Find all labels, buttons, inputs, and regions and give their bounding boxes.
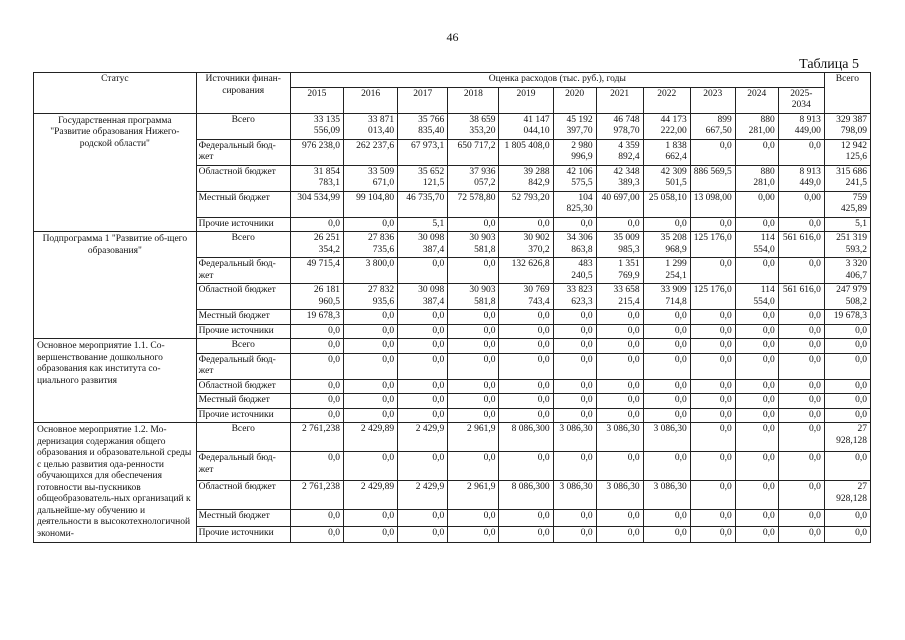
cell-value: 0,0: [448, 339, 499, 354]
cell-value: 0,0: [690, 452, 735, 481]
header-year: 2019: [499, 87, 553, 113]
cell-value: 0,0: [643, 408, 690, 423]
cell-value: 3 086,30: [553, 423, 596, 452]
cell-value: 125 176,0: [690, 232, 735, 258]
cell-value: 30 769 743,4: [499, 284, 553, 310]
cell-total: 0,0: [824, 510, 870, 526]
cell-value: 41 147 044,10: [499, 113, 553, 139]
cell-value: 0,0: [735, 217, 778, 232]
cell-value: 0,0: [290, 353, 343, 379]
cell-total: 0,0: [824, 394, 870, 409]
cell-value: 0,0: [343, 408, 397, 423]
cell-value: 0,0: [499, 394, 553, 409]
cell-value: 99 104,80: [343, 191, 397, 217]
cell-value: 0,0: [690, 217, 735, 232]
cell-value: 8 913 449,00: [778, 113, 824, 139]
cell-value: 0,0: [343, 310, 397, 325]
cell-value: 0,0: [690, 510, 735, 526]
cell-value: 0,0: [778, 258, 824, 284]
cell-value: 42 309 501,5: [643, 165, 690, 191]
cell-value: 0,0: [735, 452, 778, 481]
cell-value: 0,0: [499, 310, 553, 325]
cell-value: 2 761,238: [290, 481, 343, 510]
cell-value: 886 569,5: [690, 165, 735, 191]
cell-total: 27 928,128: [824, 423, 870, 452]
cell-value: 1 351 769,9: [596, 258, 643, 284]
cell-value: 0,0: [290, 217, 343, 232]
cell-value: 0,0: [735, 510, 778, 526]
header-total: Всего: [824, 73, 870, 114]
cell-value: 0,0: [778, 408, 824, 423]
cell-value: 52 793,20: [499, 191, 553, 217]
cell-value: 30 098 387,4: [398, 232, 448, 258]
cell-value: 561 616,0: [778, 284, 824, 310]
header-year: 2022: [643, 87, 690, 113]
cell-value: 2 429,89: [343, 423, 397, 452]
cell-value: 25 058,10: [643, 191, 690, 217]
cell-value: 1 838 662,4: [643, 139, 690, 165]
header-year: 2018: [448, 87, 499, 113]
cell-value: 0,0: [596, 510, 643, 526]
row-source: Федеральный бюд-жет: [196, 258, 290, 284]
cell-value: 0,0: [596, 452, 643, 481]
cell-value: 19 678,3: [290, 310, 343, 325]
cell-value: 125 176,0: [690, 284, 735, 310]
cell-value: 0,0: [553, 526, 596, 542]
row-status: Основное мероприятие 1.2. Мо-дернизация содержания общего образования и образовательной среды с целью развития ода-ренности обучающихся для обеспечения готовности вы-пускников общеобразователь-ных организаций к дальнейше-му обучению и деятельности в высокотехнологичной экономи-: [34, 423, 197, 543]
cell-value: 0,0: [290, 339, 343, 354]
cell-value: 0,0: [553, 353, 596, 379]
row-source: Местный бюджет: [196, 191, 290, 217]
cell-value: 0,0: [596, 526, 643, 542]
cell-value: 0,0: [290, 324, 343, 339]
cell-total: 0,0: [824, 526, 870, 542]
cell-value: 3 086,30: [596, 423, 643, 452]
cell-value: 46 735,70: [398, 191, 448, 217]
cell-value: 2 429,9: [398, 481, 448, 510]
cell-total: 27 928,128: [824, 481, 870, 510]
cell-value: 0,0: [643, 339, 690, 354]
row-source: Местный бюджет: [196, 394, 290, 409]
cell-value: 0,0: [553, 408, 596, 423]
cell-value: 0,0: [343, 510, 397, 526]
cell-value: 0,0: [448, 408, 499, 423]
cell-value: 0,0: [778, 353, 824, 379]
row-source: Прочие источники: [196, 324, 290, 339]
cell-value: 0,0: [499, 452, 553, 481]
row-source: Местный бюджет: [196, 310, 290, 325]
cell-value: 880 281,00: [735, 113, 778, 139]
cell-value: 0,0: [448, 310, 499, 325]
header-year: 2020: [553, 87, 596, 113]
cell-value: 0,0: [499, 379, 553, 394]
cell-value: 0,0: [499, 408, 553, 423]
row-source: Областной бюджет: [196, 379, 290, 394]
cell-value: 2 429,9: [398, 423, 448, 452]
cell-value: 0,0: [448, 394, 499, 409]
cell-value: 0,0: [343, 339, 397, 354]
cell-value: 0,0: [398, 394, 448, 409]
cell-value: 2 961,9: [448, 423, 499, 452]
cell-value: 0,0: [448, 258, 499, 284]
header-source: Источники финан-сирования: [196, 73, 290, 114]
cell-value: 0,0: [643, 353, 690, 379]
cell-value: 2 980 996,9: [553, 139, 596, 165]
cell-value: 0,0: [643, 394, 690, 409]
cell-value: 0,0: [690, 526, 735, 542]
cell-value: 3 800,0: [343, 258, 397, 284]
cell-value: 0,0: [690, 379, 735, 394]
cell-value: 304 534,99: [290, 191, 343, 217]
cell-value: 0,0: [448, 324, 499, 339]
cell-value: 0,0: [778, 481, 824, 510]
cell-value: 0,0: [735, 526, 778, 542]
table-row: [34, 232, 871, 258]
cell-value: 0,0: [735, 379, 778, 394]
cell-total: 315 686 241,5: [824, 165, 870, 191]
cell-value: 0,0: [643, 310, 690, 325]
cell-value: 0,0: [690, 339, 735, 354]
table-caption: Таблица 5: [799, 57, 859, 72]
cell-value: 0,0: [643, 379, 690, 394]
cell-value: 0,0: [596, 394, 643, 409]
cell-value: 0,0: [448, 452, 499, 481]
cell-value: 0,0: [778, 324, 824, 339]
cell-value: 0,0: [343, 217, 397, 232]
cell-value: 42 348 389,3: [596, 165, 643, 191]
cell-value: 33 871 013,40: [343, 113, 397, 139]
cell-value: 1 299 254,1: [643, 258, 690, 284]
row-source: Прочие источники: [196, 408, 290, 423]
cell-value: 0,0: [398, 408, 448, 423]
row-source: Местный бюджет: [196, 510, 290, 526]
cell-value: 0,0: [643, 217, 690, 232]
cell-value: 0,0: [398, 353, 448, 379]
cell-value: 0,0: [778, 526, 824, 542]
cell-value: 976 238,0: [290, 139, 343, 165]
cell-value: 0,0: [690, 139, 735, 165]
cell-value: 0,0: [690, 258, 735, 284]
row-status: Государственная программа "Развитие образования Нижего-родской области": [34, 113, 197, 232]
cell-value: 42 106 575,5: [553, 165, 596, 191]
cell-value: 0,0: [343, 394, 397, 409]
cell-value: 0,0: [553, 379, 596, 394]
cell-value: 0,0: [778, 139, 824, 165]
cell-value: 0,0: [778, 452, 824, 481]
cell-value: 37 936 057,2: [448, 165, 499, 191]
cell-value: 0,0: [735, 481, 778, 510]
cell-value: 0,0: [596, 379, 643, 394]
cell-value: 0,0: [398, 379, 448, 394]
cell-total: 0,0: [824, 452, 870, 481]
row-source: Областной бюджет: [196, 165, 290, 191]
cell-value: 0,0: [553, 339, 596, 354]
cell-value: 0,0: [778, 379, 824, 394]
row-source: Прочие источники: [196, 217, 290, 232]
cell-value: 0,0: [398, 526, 448, 542]
header-year: 2025-2034: [778, 87, 824, 113]
cell-total: 0,0: [824, 324, 870, 339]
cell-value: 5,1: [398, 217, 448, 232]
cell-value: 0,0: [778, 217, 824, 232]
cell-value: 0,0: [596, 408, 643, 423]
cell-value: 0,0: [735, 394, 778, 409]
row-status: Подпрограмма 1 "Развитие об-щего образования": [34, 232, 197, 339]
cell-value: 0,0: [290, 394, 343, 409]
cell-value: 0,0: [690, 423, 735, 452]
cell-value: 0,0: [499, 217, 553, 232]
header-year: 2024: [735, 87, 778, 113]
row-source: Областной бюджет: [196, 481, 290, 510]
cell-total: 329 387 798,09: [824, 113, 870, 139]
cell-value: 0,00: [778, 191, 824, 217]
cell-value: 31 854 783,1: [290, 165, 343, 191]
cell-value: 0,0: [778, 310, 824, 325]
cell-value: 104 825,30: [553, 191, 596, 217]
cell-total: 5,1: [824, 217, 870, 232]
table-row: [34, 339, 871, 354]
cell-total: 0,0: [824, 353, 870, 379]
cell-value: 39 288 842,9: [499, 165, 553, 191]
row-source: Всего: [196, 339, 290, 354]
cell-value: 35 652 121,5: [398, 165, 448, 191]
cell-value: 0,0: [778, 423, 824, 452]
cell-value: 3 086,30: [553, 481, 596, 510]
cell-value: 0,0: [499, 324, 553, 339]
cell-total: 251 319 593,2: [824, 232, 870, 258]
table-row: [34, 113, 871, 139]
header-year: 2017: [398, 87, 448, 113]
cell-value: 0,0: [499, 526, 553, 542]
cell-value: 46 748 978,70: [596, 113, 643, 139]
header-estimate: Оценка расходов (тыс. руб.), годы: [290, 73, 824, 88]
cell-value: 0,0: [690, 353, 735, 379]
cell-value: 561 616,0: [778, 232, 824, 258]
cell-value: 0,0: [499, 339, 553, 354]
row-source: Федеральный бюд-жет: [196, 353, 290, 379]
cell-value: 8 086,300: [499, 423, 553, 452]
cell-value: 0,0: [735, 139, 778, 165]
cell-value: 35 766 835,40: [398, 113, 448, 139]
cell-value: 72 578,80: [448, 191, 499, 217]
cell-value: 8 913 449,0: [778, 165, 824, 191]
cell-value: 114 554,0: [735, 284, 778, 310]
cell-value: 33 909 714,8: [643, 284, 690, 310]
cell-value: 49 715,4: [290, 258, 343, 284]
row-status: Основное мероприятие 1.1. Со-вершенствование дошкольного образования как института со-циального развития: [34, 339, 197, 423]
header-row-1: [34, 73, 871, 88]
cell-value: 0,0: [690, 394, 735, 409]
cell-value: 26 181 960,5: [290, 284, 343, 310]
cell-value: 30 098 387,4: [398, 284, 448, 310]
cell-value: 0,0: [553, 217, 596, 232]
cell-value: 3 086,30: [643, 423, 690, 452]
cell-value: 0,0: [448, 353, 499, 379]
cell-value: 0,0: [290, 408, 343, 423]
cell-total: 247 979 508,2: [824, 284, 870, 310]
cell-value: 650 717,2: [448, 139, 499, 165]
cell-value: 1 805 408,0: [499, 139, 553, 165]
cell-value: 262 237,6: [343, 139, 397, 165]
cell-value: 0,0: [643, 526, 690, 542]
header-status: Статус: [34, 73, 197, 114]
cell-total: 12 942 125,6: [824, 139, 870, 165]
cell-value: 0,0: [290, 379, 343, 394]
cell-value: 0,0: [735, 310, 778, 325]
cell-total: 0,0: [824, 339, 870, 354]
cell-value: 0,0: [643, 324, 690, 339]
header-year: 2016: [343, 87, 397, 113]
cell-value: 0,0: [343, 379, 397, 394]
cell-total: 0,0: [824, 408, 870, 423]
cell-value: 880 281,0: [735, 165, 778, 191]
cell-value: 0,0: [735, 353, 778, 379]
cell-value: 0,0: [290, 510, 343, 526]
cell-value: 0,0: [596, 217, 643, 232]
cell-value: 0,0: [596, 353, 643, 379]
row-source: Всего: [196, 423, 290, 452]
cell-value: 483 240,5: [553, 258, 596, 284]
cell-value: 3 086,30: [596, 481, 643, 510]
cell-total: 759 425,89: [824, 191, 870, 217]
cell-value: 0,0: [343, 324, 397, 339]
cell-value: 0,0: [290, 526, 343, 542]
cell-value: 0,0: [343, 526, 397, 542]
cell-value: 0,0: [553, 310, 596, 325]
cell-value: 27 832 935,6: [343, 284, 397, 310]
cell-value: 0,0: [778, 394, 824, 409]
cell-total: 0,0: [824, 379, 870, 394]
cell-value: 0,0: [343, 353, 397, 379]
cell-value: 114 554,0: [735, 232, 778, 258]
cell-value: 35 208 968,9: [643, 232, 690, 258]
cell-value: 0,0: [398, 310, 448, 325]
cell-value: 0,0: [690, 408, 735, 423]
cell-value: 899 667,50: [690, 113, 735, 139]
cell-value: 13 098,00: [690, 191, 735, 217]
cell-value: 0,0: [735, 258, 778, 284]
row-source: Прочие источники: [196, 526, 290, 542]
cell-value: 0,0: [398, 510, 448, 526]
cell-value: 0,0: [398, 324, 448, 339]
cell-value: 8 086,300: [499, 481, 553, 510]
cell-value: 33 509 671,0: [343, 165, 397, 191]
cell-value: 0,0: [398, 452, 448, 481]
cell-value: 132 626,8: [499, 258, 553, 284]
header-year: 2023: [690, 87, 735, 113]
cell-value: 67 973,1: [398, 139, 448, 165]
cell-value: 0,0: [553, 510, 596, 526]
cell-value: 0,0: [778, 510, 824, 526]
page-number: 46: [446, 30, 459, 44]
cell-value: 40 697,00: [596, 191, 643, 217]
cell-value: 0,0: [398, 339, 448, 354]
cell-value: 0,0: [690, 310, 735, 325]
header-year: 2015: [290, 87, 343, 113]
cell-value: 33 823 623,3: [553, 284, 596, 310]
cell-total: 3 320 406,7: [824, 258, 870, 284]
cell-value: 0,0: [596, 324, 643, 339]
cell-value: 2 961,9: [448, 481, 499, 510]
cell-value: 0,0: [778, 339, 824, 354]
cell-value: 33 135 556,09: [290, 113, 343, 139]
cell-value: 30 903 581,8: [448, 232, 499, 258]
cell-value: 0,0: [735, 423, 778, 452]
cell-value: 0,0: [499, 510, 553, 526]
cell-value: 0,0: [735, 408, 778, 423]
cell-value: 38 659 353,20: [448, 113, 499, 139]
cell-value: 2 761,238: [290, 423, 343, 452]
cell-value: 0,00: [735, 191, 778, 217]
cell-value: 0,0: [643, 452, 690, 481]
cell-value: 0,0: [553, 324, 596, 339]
cell-value: 0,0: [596, 339, 643, 354]
cell-value: 30 902 370,2: [499, 232, 553, 258]
budget-table: [33, 72, 871, 543]
row-source: Всего: [196, 113, 290, 139]
cell-value: 0,0: [553, 452, 596, 481]
cell-value: 33 658 215,4: [596, 284, 643, 310]
row-source: Федеральный бюд-жет: [196, 139, 290, 165]
cell-value: 0,0: [499, 353, 553, 379]
header-year: 2021: [596, 87, 643, 113]
row-source: Всего: [196, 232, 290, 258]
cell-value: 0,0: [643, 510, 690, 526]
row-source: Областной бюджет: [196, 284, 290, 310]
cell-value: 34 306 863,8: [553, 232, 596, 258]
cell-value: 0,0: [448, 510, 499, 526]
cell-value: 0,0: [448, 217, 499, 232]
cell-value: 0,0: [735, 339, 778, 354]
cell-value: 0,0: [596, 310, 643, 325]
cell-value: 26 251 354,2: [290, 232, 343, 258]
table-row: [34, 423, 871, 452]
cell-value: 27 836 735,6: [343, 232, 397, 258]
cell-value: 4 359 892,4: [596, 139, 643, 165]
cell-value: 0,0: [553, 394, 596, 409]
cell-value: 0,0: [448, 379, 499, 394]
cell-value: 44 173 222,00: [643, 113, 690, 139]
cell-total: 19 678,3: [824, 310, 870, 325]
cell-value: 2 429,89: [343, 481, 397, 510]
cell-value: 0,0: [290, 452, 343, 481]
cell-value: 0,0: [448, 526, 499, 542]
cell-value: 0,0: [343, 452, 397, 481]
row-source: Федеральный бюд-жет: [196, 452, 290, 481]
cell-value: 0,0: [398, 258, 448, 284]
cell-value: 3 086,30: [643, 481, 690, 510]
cell-value: 0,0: [735, 324, 778, 339]
cell-value: 45 192 397,70: [553, 113, 596, 139]
cell-value: 30 903 581,8: [448, 284, 499, 310]
cell-value: 35 009 985,3: [596, 232, 643, 258]
cell-value: 0,0: [690, 324, 735, 339]
cell-value: 0,0: [690, 481, 735, 510]
